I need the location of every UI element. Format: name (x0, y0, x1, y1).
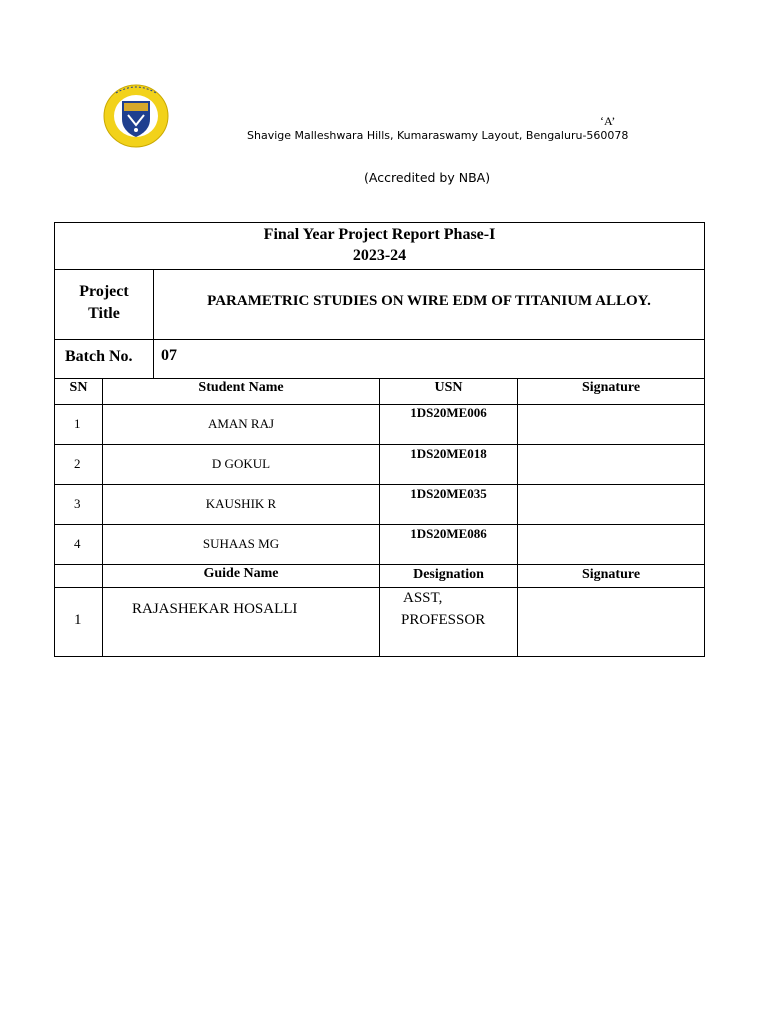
institute-logo (102, 83, 170, 149)
guide-name: RAJASHEKAR HOSALLI (132, 601, 298, 617)
signature-cell (517, 444, 705, 485)
guide-header-sn-cell (54, 564, 103, 588)
student-sn: 2 (74, 456, 81, 471)
student-sn: 4 (74, 536, 81, 551)
project-title: PARAMETRIC STUDIES ON WIRE EDM OF TITANIUM ALLOY. (207, 293, 651, 309)
student-name: D GOKUL (211, 456, 271, 471)
student-sn: 3 (74, 496, 81, 511)
header-student-name: Student Name (198, 380, 284, 395)
project-label-line2: Title (88, 305, 120, 322)
signature-cell (517, 404, 705, 445)
batch-value: 07 (161, 347, 177, 364)
report-year: 2023-24 (352, 247, 407, 264)
header-signature: Signature (581, 380, 641, 395)
student-usn: 1DS20ME018 (410, 446, 487, 461)
header-guide-signature: Signature (581, 567, 641, 582)
header-guide-name: Guide Name (203, 566, 279, 581)
guide-designation-line2: PROFESSOR (401, 612, 486, 628)
header-sn: SN (69, 380, 88, 395)
student-usn: 1DS20ME006 (410, 405, 487, 420)
student-name: AMAN RAJ (207, 416, 275, 431)
header-designation: Designation (413, 567, 484, 582)
header-usn: USN (434, 380, 463, 395)
signature-cell (517, 524, 705, 565)
project-label-line1: Project (79, 283, 129, 300)
report-title: Final Year Project Report Phase-I (263, 226, 496, 243)
student-sn: 1 (74, 416, 81, 431)
student-usn: 1DS20ME035 (410, 486, 487, 501)
batch-label: Batch No. (65, 348, 133, 365)
guide-row (102, 587, 380, 657)
student-name: KAUSHIK R (205, 496, 277, 511)
student-usn: 1DS20ME086 (410, 526, 487, 541)
signature-cell (517, 484, 705, 525)
student-name: SUHAAS MG (202, 536, 280, 551)
accreditation-text: (Accredited by NBA) (364, 170, 491, 185)
institute-address: Shavige Malleshwara Hills, Kumaraswamy Layout, Bengaluru-560078 (247, 129, 629, 142)
guide-designation-line1: ASST, (403, 590, 443, 606)
grade-text: ‘A’ (600, 114, 616, 128)
batch-value-cell (153, 339, 705, 379)
guide-signature-cell (517, 587, 705, 657)
guide-sn: 1 (74, 612, 82, 628)
